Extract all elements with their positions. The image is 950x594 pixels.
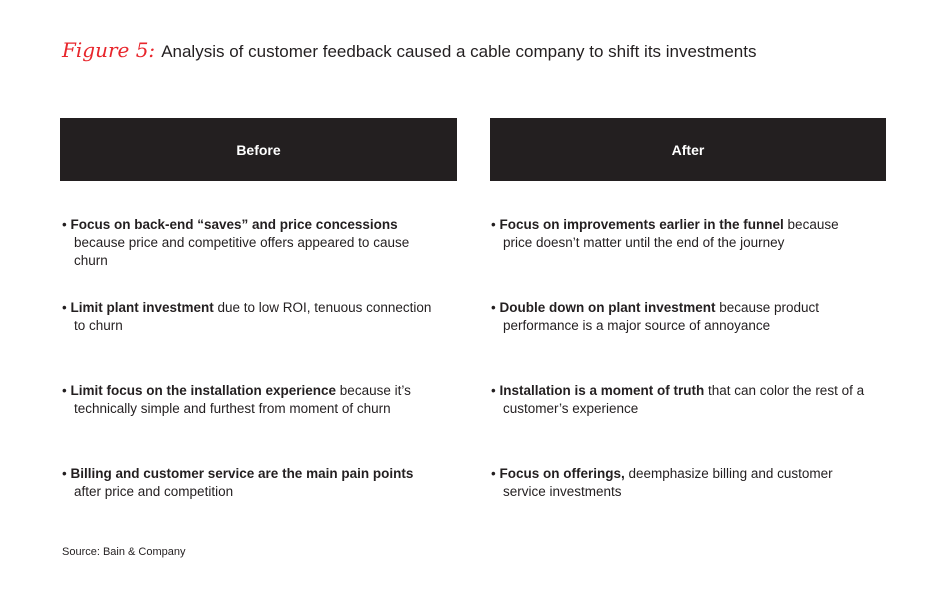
before-list: [62, 216, 442, 548]
list-item: • Focus on offerings, deemphasize billing and customer service investments: [491, 466, 833, 499]
after-header-label: After: [671, 141, 705, 158]
after-list: [491, 216, 871, 548]
list-item: • Double down on plant investment because product performance is a major source of annoyance: [491, 300, 820, 333]
figure-label: Figure 5:: [62, 38, 156, 62]
list-item: • Focus on back-end “saves” and price concessions because price and competitive offers appeared to cause churn: [62, 217, 410, 268]
list-item: • Limit focus on the installation experience because it’s technically simple and furthest from moment of churn: [62, 383, 411, 416]
list-item: • Limit plant investment due to low ROI, tenuous connection to churn: [62, 300, 432, 333]
list-item: • Billing and customer service are the main pain points after price and competition: [62, 466, 414, 499]
before-header: [60, 118, 457, 181]
list-item: • Installation is a moment of truth that can color the rest of a customer’s experience: [491, 383, 865, 416]
before-header-label: Before: [236, 141, 281, 158]
after-header: [490, 118, 886, 181]
source-note: Source: Bain & Company: [62, 546, 186, 558]
figure-title-text: Analysis of customer feedback caused a cable company to shift its investments: [161, 42, 757, 61]
list-item: • Focus on improvements earlier in the funnel because price doesn’t matter until the end of the journey: [491, 217, 839, 250]
figure-title: [62, 38, 756, 62]
